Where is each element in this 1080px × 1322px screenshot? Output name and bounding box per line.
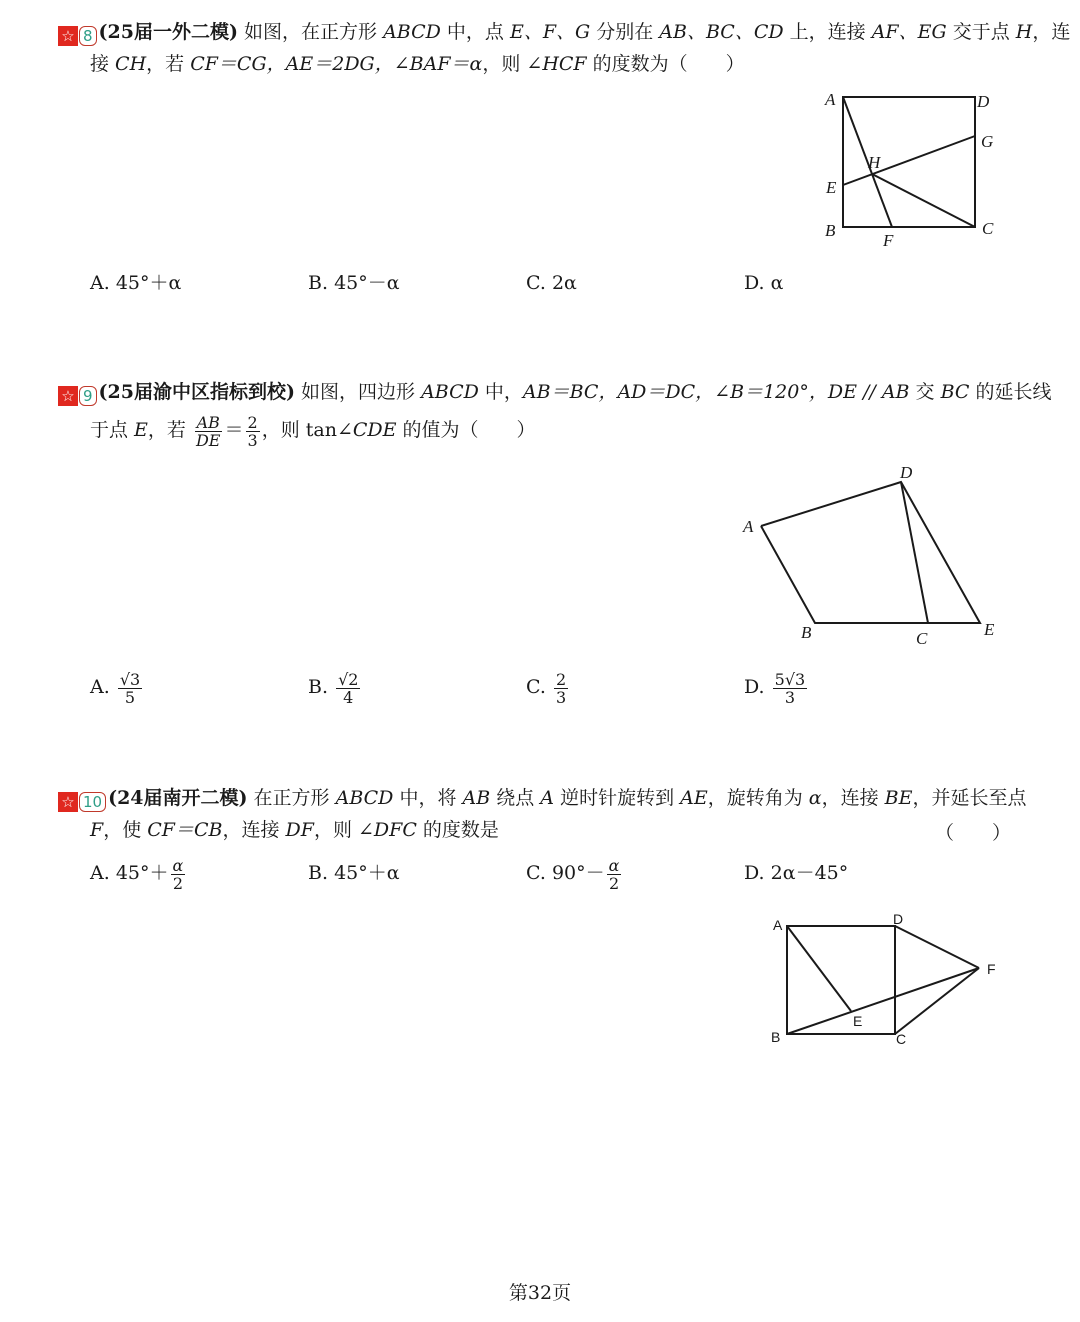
label-f: F [883,231,894,250]
page-number: 第32页 [508,1282,572,1304]
label-e: E [984,620,995,639]
option-c[interactable]: C. 2α [526,272,577,294]
star-icon: ☆ [58,792,78,812]
polygon-adeb [761,482,980,623]
label-c: C [896,1031,907,1047]
question-badge [58,792,106,812]
label-b: B [825,221,836,240]
question-number: 9 [79,386,97,406]
option-b[interactable]: B. 45°＋α [308,862,400,884]
label-b: B [771,1029,781,1045]
question-9-figure [735,460,1010,655]
question-10-line-2: F，使 CF＝CB，连接 DF，则 ∠DFC 的度数是 [90,819,499,841]
option-b[interactable]: B. 45°－α [308,272,400,294]
question-source: (24届南开二模) [108,787,248,809]
label-c: C [982,219,994,238]
label-f: F [987,961,996,977]
question-number: 8 [79,26,97,46]
square-abcd [843,97,975,227]
label-a: A [743,517,754,536]
fraction-ab-de: $\frac{AB}{DE}$ [195,412,221,450]
segment-dc [901,482,928,623]
star-icon: ☆ [58,386,78,406]
label-d: D [977,92,990,111]
fraction-2-3: $\frac{2}{3}$ [247,412,258,450]
segment-ae [787,926,851,1011]
option-a[interactable]: A. 45°＋α [90,272,182,294]
label-d: D [893,911,904,927]
label-d: D [900,463,913,482]
question-10-figure [765,910,1005,1050]
label-g: G [981,132,994,151]
option-a[interactable]: A. 45°＋ $\frac{\alpha}{2}$ [90,855,184,893]
star-icon: ☆ [58,26,78,46]
option-d[interactable]: D. $\frac{5√3}{3}$ [744,669,806,707]
segment-eg [843,136,975,185]
question-9-line-1: ☆ 9 (25届渝中区指标到校) 如图，四边形 ABCD 中，AB＝BC，AD＝DC，∠B＝120°，DE // AB 交 BC 的延长线 [58,380,1052,406]
question-8-figure [820,88,1010,253]
label-c: C [916,629,928,648]
label-a: A [825,90,836,109]
label-e: E [853,1013,863,1029]
question-10-line-1: ☆ 10 (24届南开二模) 在正方形 ABCD 中，将 AB 绕点 A 逆时针旋转到 AE，旋转角为 α，连接 BE，并延长至点 [58,786,1027,812]
label-a: A [773,917,783,933]
square-abcd [787,926,895,1034]
segment-bf [787,968,979,1034]
answer-paren: （ ） [935,822,1012,844]
question-badge [58,26,97,46]
question-source: (25届一外二模) [98,21,238,43]
label-h: H [868,153,881,172]
segment-df [895,926,979,968]
question-source: (25届渝中区指标到校) [98,381,295,403]
question-badge [58,386,97,406]
question-8-line-2: 接 CH，若 CF＝CG，AE＝2DG，∠BAF＝α，则 ∠HCF 的度数为（ ） [90,53,745,75]
option-b[interactable]: B. $\frac{√2}{4}$ [308,669,359,707]
option-d[interactable]: D. 2α－45° [744,862,849,884]
option-a[interactable]: A. $\frac{√3}{5}$ [90,669,141,707]
question-number: 10 [79,792,106,812]
option-d[interactable]: D. α [744,272,784,294]
segment-cf [895,968,979,1034]
question-8-line-1: ☆ 8 (25届一外二模) 如图，在正方形 ABCD 中，点 E、F、G 分别在 AB、BC、CD 上，连接 AF、EG 交于点 H，连 [58,20,1070,46]
label-e: E [826,178,837,197]
question-9-line-2: 于点 E，若 $\frac{AB}{DE}$ ＝ $\frac{2}{3}$ ，则 tan∠CDE 的值为（ ） [90,412,536,450]
segment-hc [872,174,975,227]
option-c[interactable]: C. $\frac{2}{3}$ [526,669,567,707]
label-b: B [801,623,812,642]
option-c[interactable]: C. 90°－ $\frac{\alpha}{2}$ [526,855,620,893]
